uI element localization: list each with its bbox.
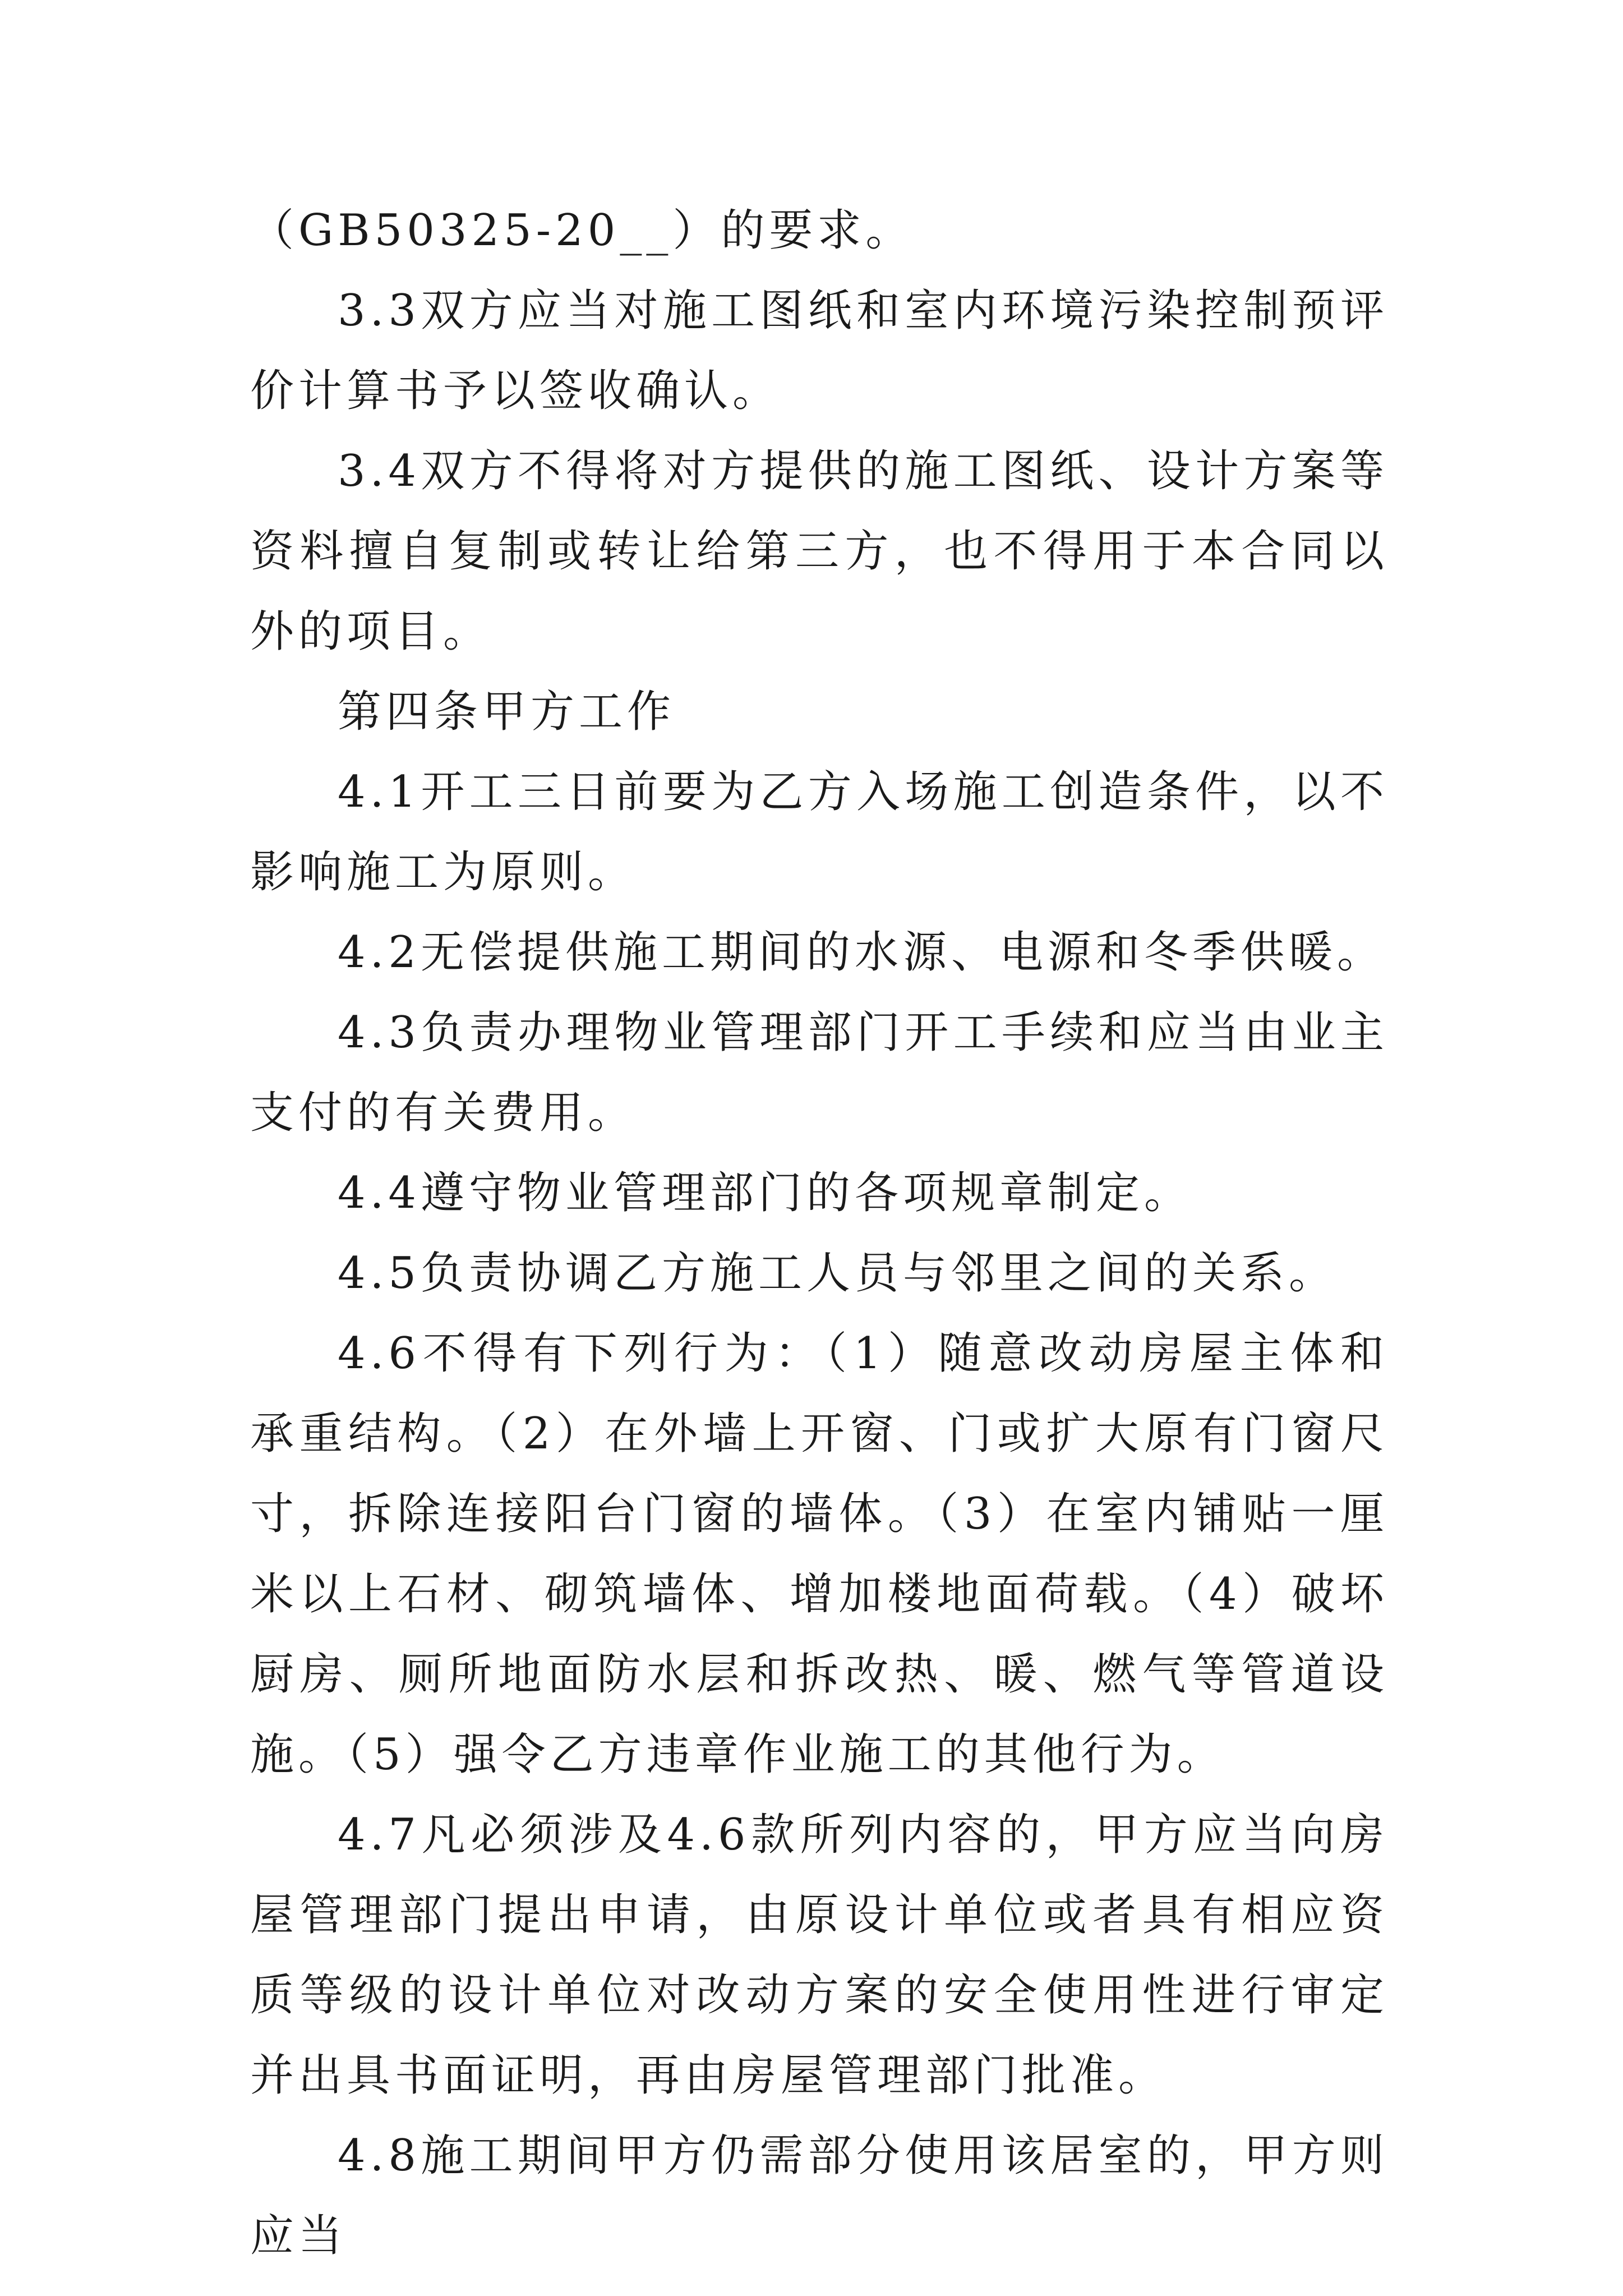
paragraph-3-4: 3.4双方不得将对方提供的施工图纸、设计方案等资料擅自复制或转让给第三方，也不得用于本合同以外的项目。 [250, 446, 1389, 657]
paragraph-4-6: 4.6不得有下列行为：（1）随意改动房屋主体和承重结构。（2）在外墙上开窗、门或扩大原有门窗尺寸，拆除连接阳台门窗的墙体。（3）在室内铺贴一厘米以上石材、砌筑墙体、增加楼地面荷载。（4）破坏厨房、厕所地面防水层和拆改热、暖、燃气等管道设施。（5）强令乙方违章作业施工的其他行为。 [250, 1328, 1389, 1780]
section-heading-article-4: 第四条甲方工作 [338, 687, 676, 737]
paragraph-4-1: 4.1开工三日前要为乙方入场施工创造条件，以不影响施工为原则。 [250, 767, 1389, 898]
paragraph-4-2: 4.2无偿提供施工期间的水源、电源和冬季供暖。 [338, 927, 1386, 978]
paragraph-4-3: 4.3负责办理物业管理部门开工手续和应当由业主支付的有关费用。 [250, 1007, 1389, 1138]
paragraph-4-7: 4.7凡必须涉及4.6款所列内容的，甲方应当向房屋管理部门提出申请，由原设计单位或者具有相应资质等级的设计单位对改动方案的安全使用性进行审定并出具书面证明，再由房屋管理部门批准。 [250, 1810, 1389, 2101]
paragraph-3-3: 3.3双方应当对施工图纸和室内环境污染控制预评价计算书予以签收确认。 [250, 286, 1389, 416]
paragraph-4-8: 4.8施工期间甲方仍需部分使用该居室的，甲方则应当 [250, 2131, 1389, 2261]
paragraph-standard-reference: （GB50325-20__）的要求。 [250, 205, 914, 256]
paragraph-4-5: 4.5负责协调乙方施工人员与邻里之间的关系。 [338, 1248, 1338, 1299]
document-body [250, 191, 1389, 2276]
paragraph-4-4: 4.4遵守物业管理部门的各项规章制定。 [338, 1168, 1193, 1218]
